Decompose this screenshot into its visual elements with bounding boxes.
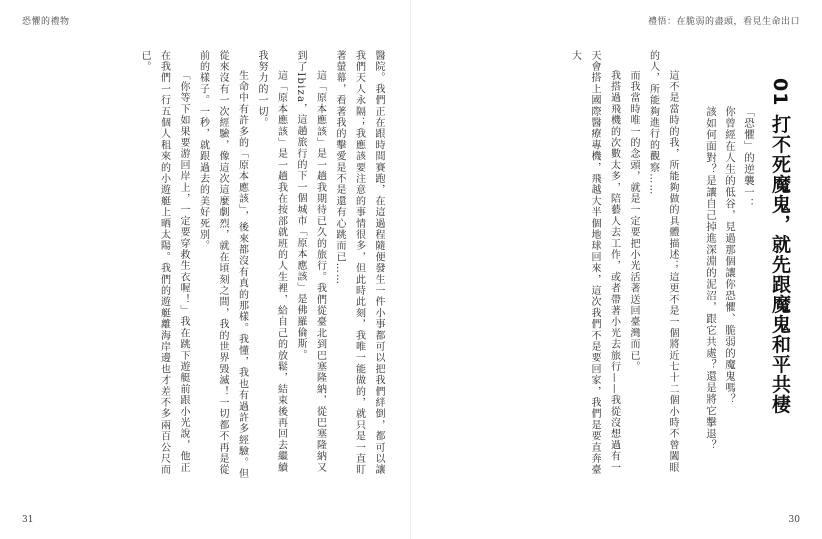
left-paragraph: 生命中有許多的「原本應該」，後來都沒有真的那樣。我懂，我也有過許多經驗。但從來沒有一次經驗，像這次這麼劇烈，就在頃刻之間，我的世界毀滅！一切都不再是從前的樣子。一秒，就跟過去的美好死別。 — [197, 50, 248, 480]
epigraph-line: 該如何面對？是讓自己掉進深淵的泥沼，跟它共處？還是將它擊退？ — [705, 106, 717, 451]
right-paragraph: 我搭過飛機的次數太多，陪藝人去工作，或者帶著小光去旅行——我從沒想過有一天會搭上國際醫療專機，飛越大半個地球回來，這次我們不是要回家，我們是要直奔臺大 — [569, 50, 620, 476]
left-paragraph: 醫院。我們正在跟時間賽跑，在這過程隨便發生一件小事都可以把我們絆倒，都可以讓我們天人永隔；我應該要注意的事情很多，但此時此刻，我唯一能做的，就只是一直盯著螢幕，看著我的擊愛是不是還有心跳而已…… — [334, 50, 384, 476]
right-paragraph: 而我當時唯一的念頭，就是一定要把小光活著送回臺灣而已。 — [628, 70, 639, 373]
left-page-body — [58, 50, 388, 480]
right-running-head: 禮悟：在脆弱的盡頭，看見生命出口 — [647, 17, 800, 27]
left-paragraph: 這「原本應該」是一趟我期待已久的旅行。我們從臺北到巴塞隆納，從巴塞隆納又到了Ibiza，這趟旅行的下一個城市「原本應該」是佛羅倫斯。 — [295, 50, 326, 474]
chapter-epigraph — [700, 106, 758, 486]
left-paragraph: 這「原本應該」是一趟我在按部就班的人生裡，給自己的放鬆，結束後再回去繼續我努力的一切。 — [256, 50, 287, 474]
chapter-title: 01 打不死魔鬼，就先跟魔鬼和平共棲 — [769, 78, 791, 415]
epigraph-line: 你曾經在人生的低谷，見過那個讓你恐懼、脆弱的魔鬼嗎？ — [724, 106, 736, 405]
gutter-divider — [410, 0, 411, 539]
right-page-number: 30 — [788, 515, 800, 525]
right-paragraph: 這不是當時的我，所能夠做的具體描述；這更不是一個將近七十二個小時不曾闔眼的人，所能夠進行的觀察…… — [647, 50, 678, 474]
epigraph-line: 「恐懼」的逆襲一： — [743, 106, 755, 210]
right-page-body — [412, 50, 682, 480]
left-running-head: 恐懼的禮物 — [22, 17, 70, 27]
left-paragraph: 「你等下如果要游回岸上，一定要穿救生衣喔！」我在跳下遊艇前跟小光說，他正在我們一行五個人租來的小遊艇上晒太陽。我們的遊艇離海岸邊也才差不多兩百公尺而已。 — [139, 50, 189, 476]
left-page-number: 31 — [22, 515, 34, 525]
